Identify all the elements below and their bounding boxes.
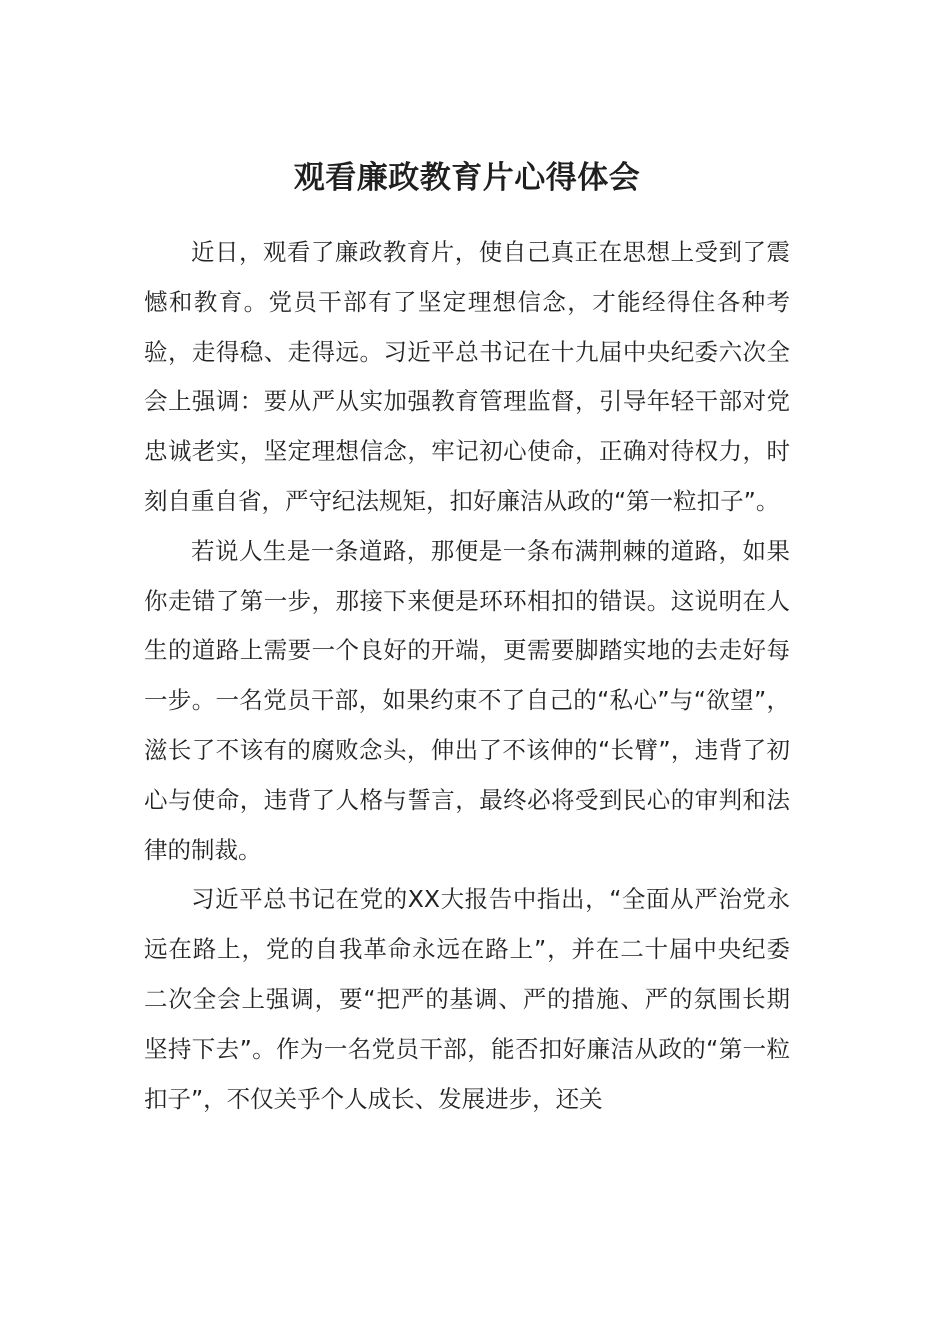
document-title: 观看廉政教育片心得体会 [293,160,641,196]
document-page [144,0,790,1344]
paragraph-2: 若说人生是一条道路，那便是一条布满荆棘的道路，如果你走错了第一步，那接下来便是环环相扣的错误。这说明在人生的道路上需要一个良好的开端，更需要脚踏实地的去走好每一步。一名党员干部，如果约束不了自己的“私心”与“欲望”，滋长了不该有的腐败念头，伸出了不该伸的“长臂”，违背了初心与使命，违背了人格与誓言，最终必将受到民心的审判和法律的制裁。 [144,536,790,864]
paragraph-3: 习近平总书记在党的XX大报告中指出，“全面从严治党永远在路上，党的自我革命永远在路上”，并在二十届中央纪委二次全会上强调，要“把严的基调、严的措施、严的氛围长期坚持下去”。作为一名党员干部，能否扣好廉洁从政的“第一粒扣子”，不仅关乎个人成长、发展进步，还关 [144,885,790,1113]
paragraph-1: 近日，观看了廉政教育片，使自己真正在思想上受到了震憾和教育。党员干部有了坚定理想信念，才能经得住各种考验，走得稳、走得远。习近平总书记在十九届中央纪委六次全会上强调：要从严从实加强教育管理监督，引导年轻干部对党忠诚老实，坚定理想信念，牢记初心使命，正确对待权力，时刻自重自省，严守纪法规矩，扣好廉洁从政的“第一粒扣子”。 [144,238,790,515]
document-body [144,228,790,1124]
